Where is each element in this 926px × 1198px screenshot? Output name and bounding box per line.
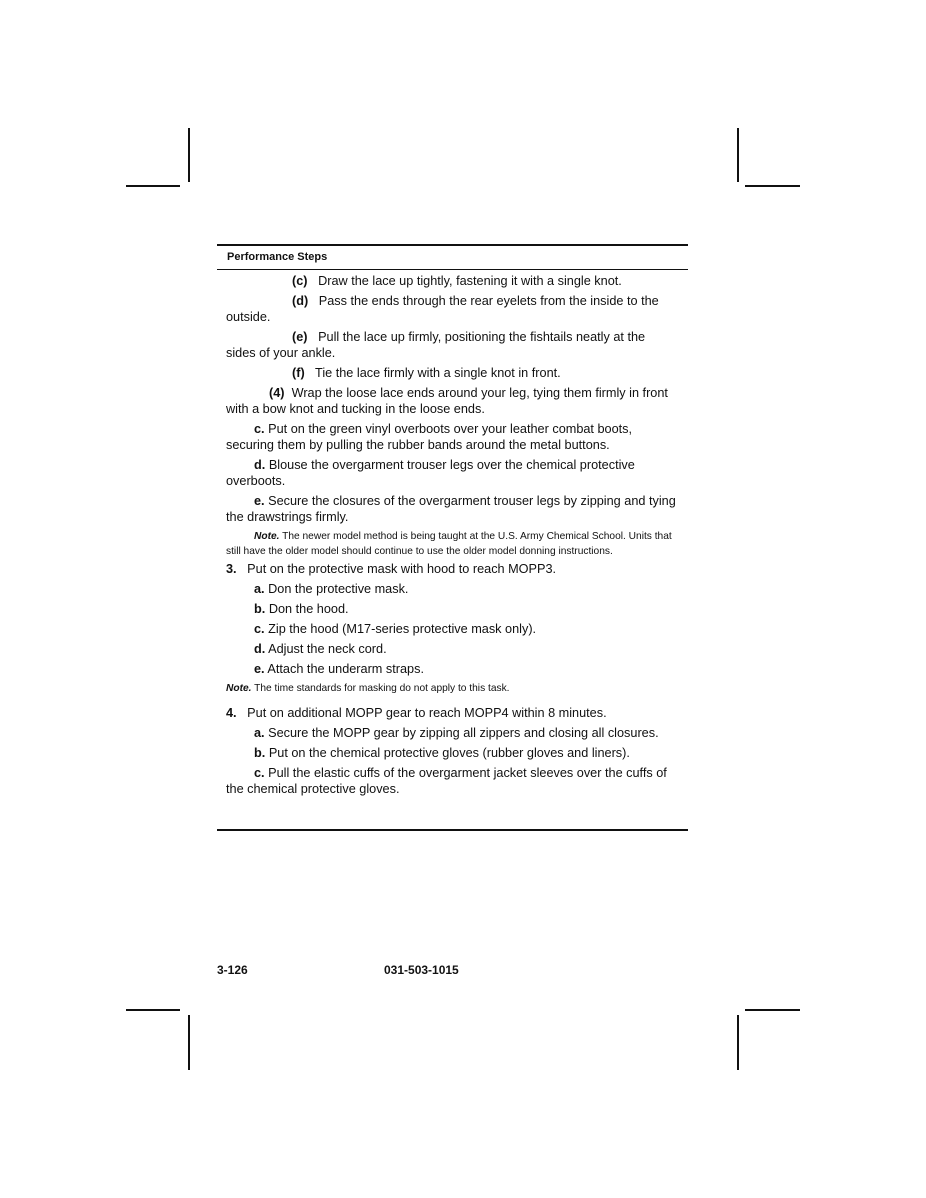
crop-mark-top-left-horizontal xyxy=(126,185,180,187)
note-model-method: Note. The newer model method is being taught at the U.S. Army Chemical School. Units that still have the older model should continue to use the older model donning instructions. xyxy=(226,531,672,557)
top-rule xyxy=(217,244,688,246)
step-3-item: e. Attach the underarm straps. xyxy=(254,662,424,676)
page-number: 3-126 xyxy=(217,963,248,977)
step-3-item: b. Don the hood. xyxy=(254,602,349,616)
step-3: 3. Put on the protective mask with hood to reach MOPP3. xyxy=(226,562,557,576)
step-3-item: c. Zip the hood (M17-series protective mask only). xyxy=(254,622,537,636)
step-4: 4. Put on additional MOPP gear to reach MOPP4 within 8 minutes. xyxy=(226,706,607,720)
step-3-item: d. Adjust the neck cord. xyxy=(254,642,387,656)
crop-mark-top-right-vertical xyxy=(737,128,739,182)
bottom-rule xyxy=(217,829,688,831)
header-rule xyxy=(217,269,688,270)
task-number: 031-503-1015 xyxy=(384,963,459,977)
crop-mark-bottom-left-horizontal xyxy=(126,1009,180,1011)
crop-mark-top-left-vertical xyxy=(188,128,190,182)
step-e: e. Secure the closures of the overgarment trouser legs by zipping and tying the drawstrings firmly. xyxy=(226,494,676,524)
crop-mark-bottom-right-vertical xyxy=(737,1015,739,1070)
note-time-standards: Note. The time standards for masking do not apply to this task. xyxy=(226,683,510,694)
step-4-item: c. Pull the elastic cuffs of the overgarment jacket sleeves over the cuffs of the chemical protective gloves. xyxy=(226,766,667,796)
step-4-item: b. Put on the chemical protective gloves (rubber gloves and liners). xyxy=(254,746,630,760)
substep-d: (d) Pass the ends through the rear eyelets from the inside to the outside. xyxy=(226,294,659,324)
step-c: c. Put on the green vinyl overboots over your leather combat boots, securing them by pulling the rubber bands around the metal buttons. xyxy=(226,422,633,452)
substep-e: (e) Pull the lace up firmly, positioning the fishtails neatly at the sides of your ankle. xyxy=(226,330,646,360)
step-d: d. Blouse the overgarment trouser legs over the chemical protective overboots. xyxy=(226,458,635,488)
step-4-item: a. Secure the MOPP gear by zipping all zippers and closing all closures. xyxy=(254,726,659,740)
crop-mark-top-right-horizontal xyxy=(745,185,800,187)
step-3-item: a. Don the protective mask. xyxy=(254,582,409,596)
crop-mark-bottom-right-horizontal xyxy=(745,1009,800,1011)
step-item-4: (4) Wrap the loose lace ends around your leg, tying them firmly in front with a bow knot and tucking in the loose ends. xyxy=(226,386,668,416)
section-title: Performance Steps xyxy=(227,251,328,263)
crop-mark-bottom-left-vertical xyxy=(188,1015,190,1070)
substep-c: (c) Draw the lace up tightly, fastening it with a single knot. xyxy=(292,274,622,288)
substep-f: (f) Tie the lace firmly with a single knot in front. xyxy=(292,366,561,380)
steps-body xyxy=(226,273,678,801)
